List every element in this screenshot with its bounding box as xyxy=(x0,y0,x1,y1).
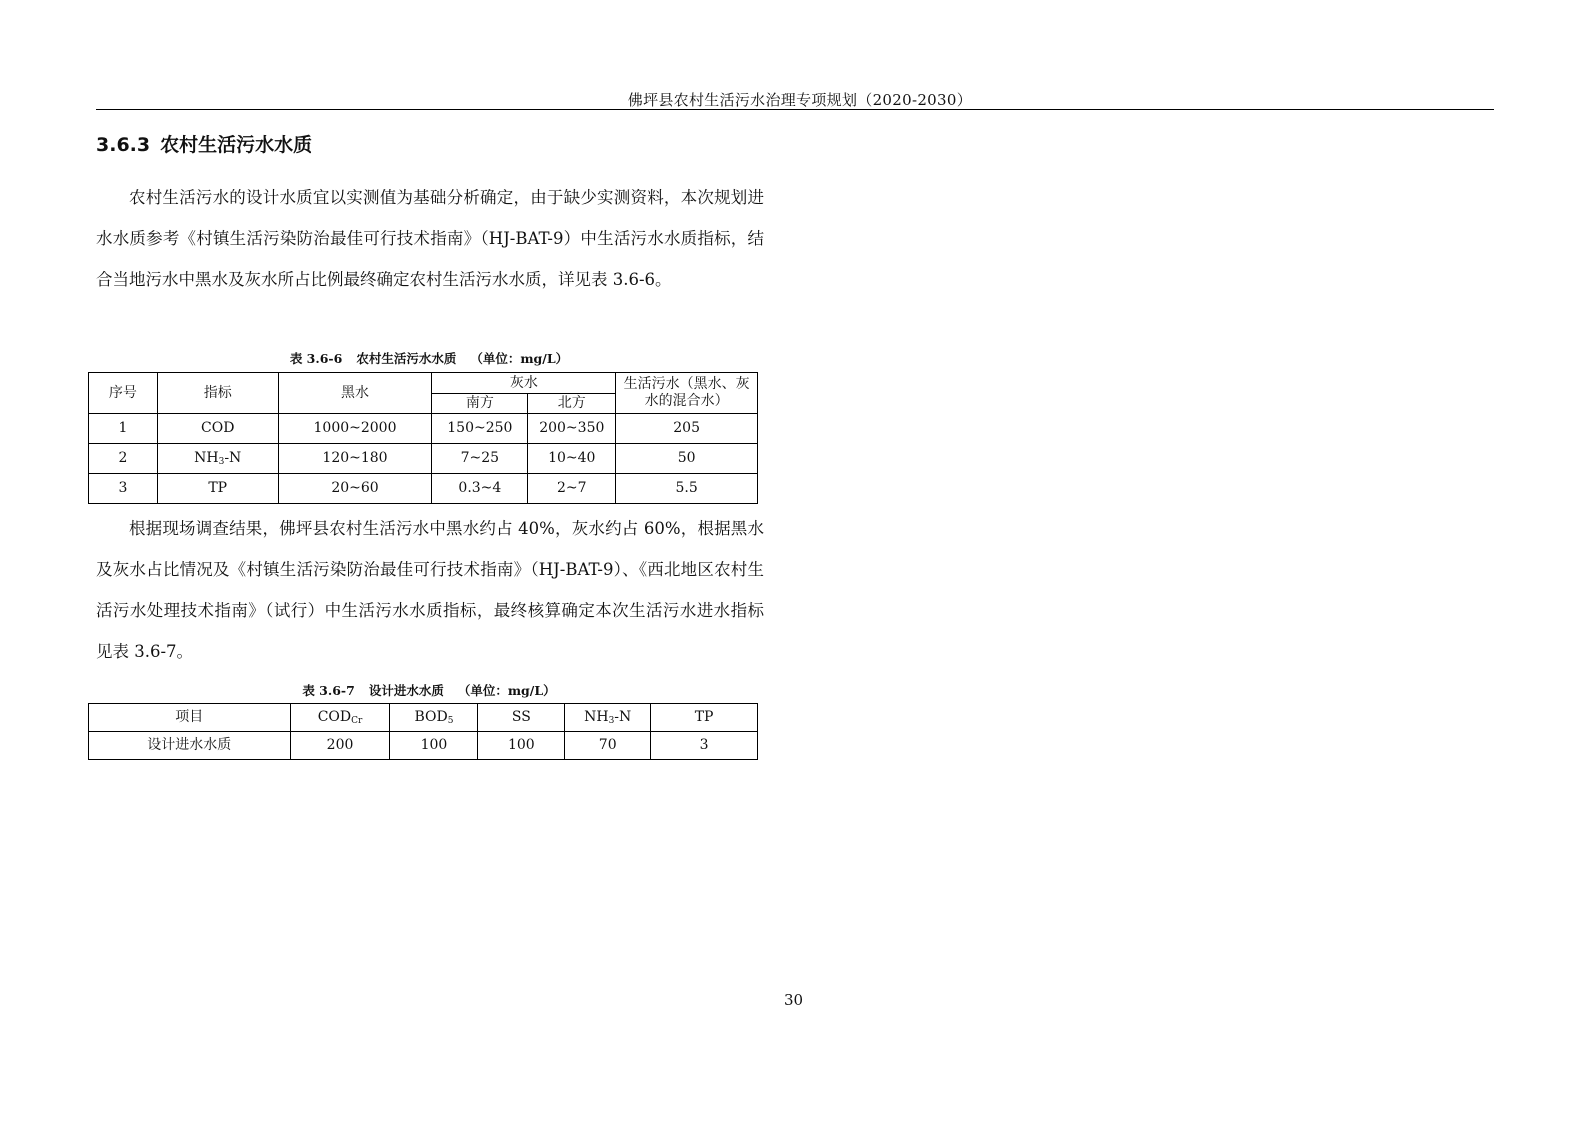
cell-seq: 1 xyxy=(89,414,158,444)
table-unit: （单位：mg/L） xyxy=(470,351,569,366)
body-paragraph-2: 根据现场调查结果，佛坪县农村生活污水中黑水约占 40%，灰水约占 60%，根据黑水及灰水占比情况及《村镇生活污染防治最佳可行技术指南》（HJ-BAT-9）、《西北地区农村生活污水处理技术指南》（试行）中生活污水水质指标，最终核算确定本次生活污水进水指标见表 3.6-7。 xyxy=(96,519,764,661)
header-tp: TP xyxy=(651,704,758,732)
header-divider xyxy=(96,109,1494,110)
cell-north: 10~40 xyxy=(528,444,616,474)
section-title: 农村生活污水水质 xyxy=(160,134,313,156)
table-title: 农村生活污水水质 xyxy=(356,351,457,366)
table-row xyxy=(89,444,758,474)
table-3-6-6-caption xyxy=(88,349,770,367)
design-influent-table xyxy=(88,703,758,760)
table-number: 表 3.6-6 xyxy=(289,351,343,366)
cell-mixed: 5.5 xyxy=(616,474,758,504)
header-north: 北方 xyxy=(528,394,616,414)
header-item: 项目 xyxy=(89,704,291,732)
cell-south: 150~250 xyxy=(432,414,528,444)
cell-indicator: COD xyxy=(157,414,278,444)
section-heading xyxy=(96,130,312,157)
header-bod: $BOD_5$ xyxy=(390,704,478,732)
table-number: 表 3.6-7 xyxy=(302,683,355,698)
header-south: 南方 xyxy=(432,394,528,414)
cell-ss: 100 xyxy=(478,732,565,760)
header-black-water: 黑水 xyxy=(278,373,432,414)
cell-north: 2~7 xyxy=(528,474,616,504)
header-indicator: 指标 xyxy=(157,373,278,414)
cell-black: 20~60 xyxy=(278,474,432,504)
section-number: 3.6.3 xyxy=(96,134,151,156)
table-unit: （单位：mg/L） xyxy=(457,683,556,698)
table-row xyxy=(89,414,758,444)
header-gray-water: 灰水 xyxy=(432,373,616,394)
cell-cod: 200 xyxy=(290,732,390,760)
table-header-row xyxy=(89,704,758,732)
table-row xyxy=(89,474,758,504)
cell-south: 7~25 xyxy=(432,444,528,474)
cell-item: 设计进水水质 xyxy=(89,732,291,760)
cell-black: 120~180 xyxy=(278,444,432,474)
cell-seq: 3 xyxy=(89,474,158,504)
cell-mixed: 205 xyxy=(616,414,758,444)
header-nh3n: $NH_3-N$ xyxy=(565,704,651,732)
table-3-6-7-caption xyxy=(88,681,770,699)
table-row xyxy=(89,732,758,760)
table-header-row xyxy=(89,373,758,394)
header-ss: SS xyxy=(478,704,565,732)
cell-seq: 2 xyxy=(89,444,158,474)
water-quality-table xyxy=(88,372,758,504)
cell-indicator: TP xyxy=(157,474,278,504)
table-title: 设计进水水质 xyxy=(368,683,444,698)
cell-tp: 3 xyxy=(651,732,758,760)
cell-nh3n: 70 xyxy=(565,732,651,760)
cell-bod: 100 xyxy=(390,732,478,760)
running-header-title: 佛坪县农村生活污水治理专项规划（2020-2030） xyxy=(627,91,972,109)
cell-south: 0.3~4 xyxy=(432,474,528,504)
page-number: 30 xyxy=(783,991,804,1009)
cell-black: 1000~2000 xyxy=(278,414,432,444)
cell-mixed: 50 xyxy=(616,444,758,474)
header-seq: 序号 xyxy=(89,373,158,414)
body-paragraph-1: 农村生活污水的设计水质宜以实测值为基础分析确定，由于缺少实测资料，本次规划进水水质参考《村镇生活污染防治最佳可行技术指南》（HJ-BAT-9）中生活污水水质指标，结合当地污水中黑水及灰水所占比例最终确定农村生活污水水质，详见表 3.6-6。 xyxy=(96,188,764,289)
header-mixed-sewage: 生活污水（黑水、灰水的混合水） xyxy=(616,373,758,414)
cell-indicator: $NH_3-N$ xyxy=(157,444,278,474)
cell-north: 200~350 xyxy=(528,414,616,444)
header-cod: $COD_{Cr}$ xyxy=(290,704,390,732)
